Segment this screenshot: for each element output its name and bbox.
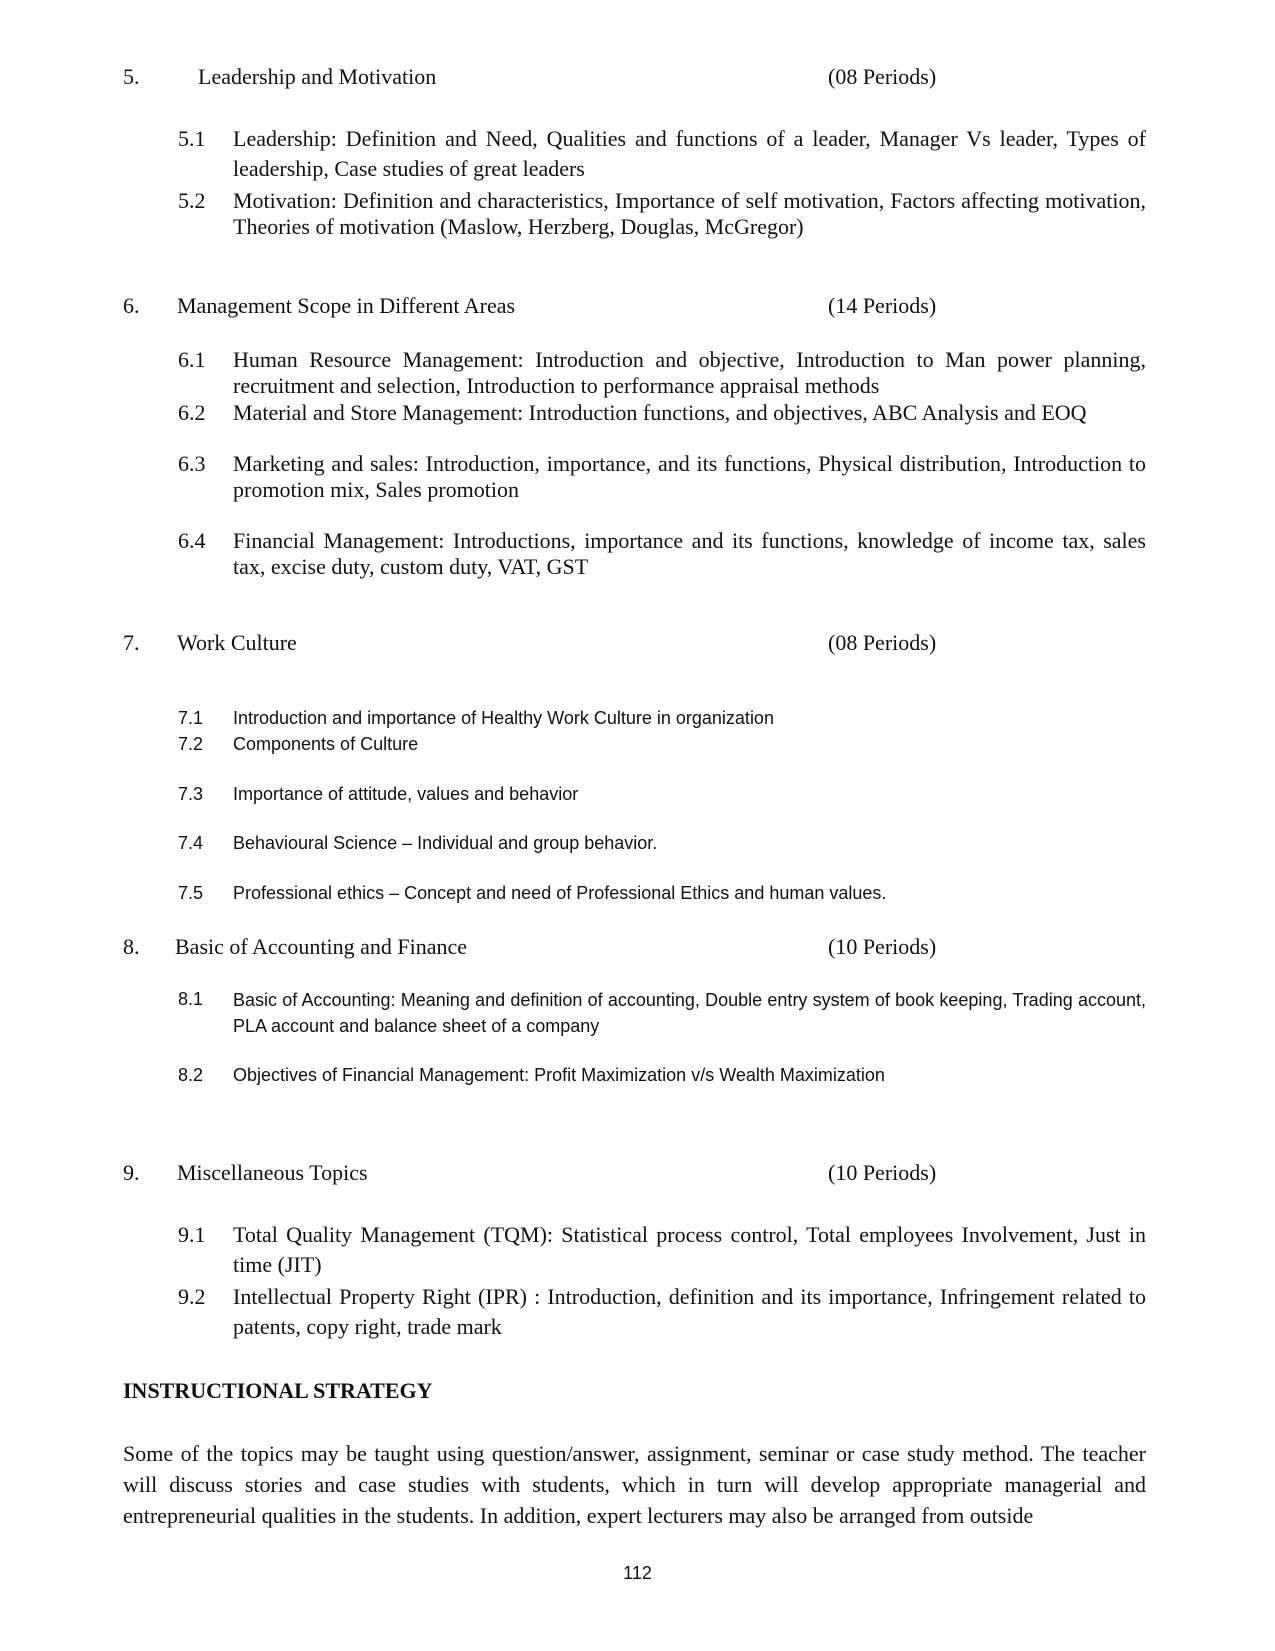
item-7-5-text: Professional ethics – Concept and need of Professional Ethics and human values. [233,883,887,903]
item-6-3-number: 6.3 [178,451,206,476]
item-7-1-number: 7.1 [178,708,204,728]
item-7-3-text: Importance of attitude, values and behavior [233,784,579,804]
item-7-5-number: 7.5 [178,883,204,903]
item-7-2-text: Components of Culture [233,734,419,754]
section-6-number: 6. [123,293,140,318]
section-9-number: 9. [123,1160,140,1185]
item-6-2-text: Material and Store Management: Introduction functions, and objectives, ABC Analysis and EOQ [233,400,1087,425]
item-8-2-text: Objectives of Financial Management: Profit Maximization v/s Wealth Maximization [233,1065,885,1085]
item-6-3-text: Marketing and sales: Introduction, importance, and its functions, Physical distribution, Introduction to promotion mix, Sales promotion [233,451,1146,502]
section-5-title: Leadership and Motivation [198,64,437,89]
section-9-periods: (10 Periods) [828,1160,937,1185]
item-5-2-number: 5.2 [178,188,206,213]
item-5-1-text: Leadership: Definition and Need, Qualities and functions of a leader, Manager Vs leader, Types of leadership, Case studies of great leaders [233,126,1146,181]
item-5-1-number: 5.1 [178,126,206,151]
item-6-1-text: Human Resource Management: Introduction and objective, Introduction to Man power planning, recruitment and selection, Introduction to performance appraisal methods [233,347,1146,398]
instructional-strategy-paragraph: Some of the topics may be taught using question/answer, assignment, seminar or case study method. The teacher will discuss stories and case studies with students, which in turn will develop appropriate managerial and entrepreneurial qualities in the students. In addition, expert lecturers may also be arranged from outside [123,1441,1146,1528]
instructional-strategy-heading: INSTRUCTIONAL STRATEGY [123,1378,433,1403]
item-7-4-text: Behavioural Science – Individual and group behavior. [233,833,658,853]
section-6-periods: (14 Periods) [828,293,937,318]
section-7-number: 7. [123,630,140,655]
item-9-2-text: Intellectual Property Right (IPR) : Introduction, definition and its importance, Infringement related to patents, copy right, trade mark [233,1284,1146,1339]
section-5-number: 5. [123,64,140,89]
section-8-title: Basic of Accounting and Finance [175,934,468,959]
section-8-number: 8. [123,934,140,959]
section-5-periods: (08 Periods) [828,64,937,89]
item-8-1-number: 8.1 [178,989,204,1009]
item-6-2-number: 6.2 [178,400,206,425]
item-9-1-text: Total Quality Management (TQM): Statistical process control, Total employees Involvement, Just in time (JIT) [233,1222,1146,1277]
item-6-1-number: 6.1 [178,347,206,372]
page-number: 112 [623,1563,652,1583]
section-9-title: Miscellaneous Topics [177,1160,368,1185]
item-9-2-number: 9.2 [178,1284,206,1309]
item-9-1-number: 9.1 [178,1222,206,1247]
item-5-2-text: Motivation: Definition and characteristics, Importance of self motivation, Factors affecting motivation, Theories of motivation (Maslow, Herzberg, Douglas, McGregor) [233,188,1146,239]
section-8-periods: (10 Periods) [828,934,937,959]
item-6-4-text: Financial Management: Introductions, importance and its functions, knowledge of income tax, sales tax, excise duty, custom duty, VAT, GST [233,528,1146,579]
item-7-1-text: Introduction and importance of Healthy Work Culture in organization [233,708,774,728]
item-7-2-number: 7.2 [178,734,204,754]
section-7-periods: (08 Periods) [828,630,937,655]
section-6-title: Management Scope in Different Areas [177,293,516,318]
item-6-4-number: 6.4 [178,528,206,553]
item-8-2-number: 8.2 [178,1065,204,1085]
item-7-4-number: 7.4 [178,833,204,853]
section-7-title: Work Culture [177,630,297,655]
item-8-1-text: Basic of Accounting: Meaning and definition of accounting, Double entry system of book keeping, Trading account, PLA account and balance sheet of a company [233,990,1146,1036]
item-7-3-number: 7.3 [178,784,204,804]
